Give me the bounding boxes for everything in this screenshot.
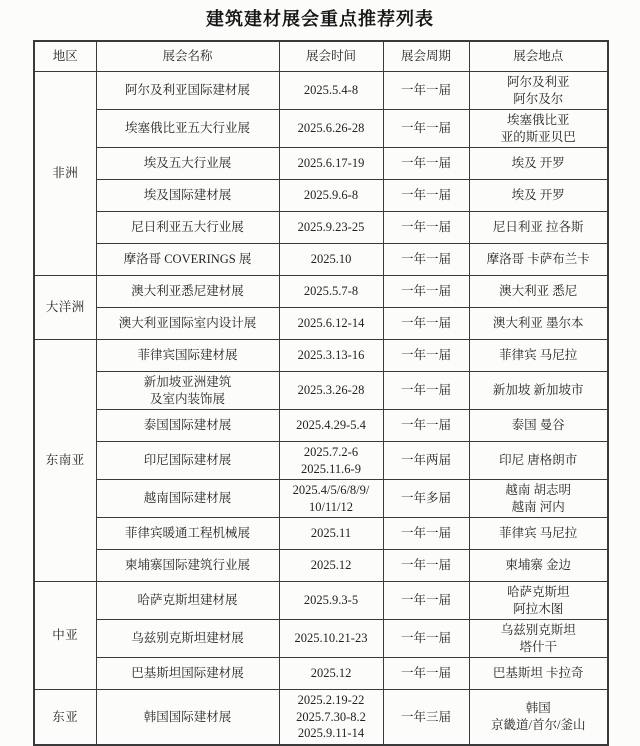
exhibition-cycle-cell: 一年一届 <box>383 276 469 308</box>
exhibition-name-cell: 阿尔及利亚国际建材展 <box>96 72 279 110</box>
exhibition-location-cell: 菲律宾 马尼拉 <box>469 340 608 372</box>
table-row <box>34 372 608 410</box>
exhibition-cycle-cell: 一年一届 <box>383 340 469 372</box>
exhibition-location-cell: 阿尔及利亚 阿尔及尔 <box>469 72 608 110</box>
exhibition-location-cell: 澳大利亚 悉尼 <box>469 276 608 308</box>
exhibition-location-cell: 澳大利亚 墨尔本 <box>469 308 608 340</box>
exhibition-cycle-cell: 一年一届 <box>383 110 469 148</box>
exhibition-table-body <box>34 72 608 745</box>
exhibition-time-cell: 2025.4.29-5.4 <box>279 410 383 442</box>
region-cell: 非洲 <box>34 72 96 276</box>
exhibition-time-cell: 2025.5.7-8 <box>279 276 383 308</box>
exhibition-time-cell: 2025.11 <box>279 518 383 550</box>
exhibition-name-cell: 巴基斯坦国际建材展 <box>96 658 279 690</box>
exhibition-time-cell: 2025.9.3-5 <box>279 582 383 620</box>
exhibition-cycle-cell: 一年一届 <box>383 180 469 212</box>
exhibition-name-cell: 新加坡亚洲建筑 及室内装饰展 <box>96 372 279 410</box>
table-row <box>34 582 608 620</box>
exhibition-cycle-cell: 一年一届 <box>383 582 469 620</box>
table-row <box>34 212 608 244</box>
exhibition-cycle-cell: 一年一届 <box>383 72 469 110</box>
table-row <box>34 110 608 148</box>
header-exhibition-location: 展会地点 <box>469 41 608 72</box>
table-row <box>34 340 608 372</box>
exhibition-location-cell: 埃及 开罗 <box>469 148 608 180</box>
exhibition-name-cell: 韩国国际建材展 <box>96 690 279 745</box>
exhibition-name-cell: 摩洛哥 COVERINGS 展 <box>96 244 279 276</box>
exhibition-name-cell: 菲律宾国际建材展 <box>96 340 279 372</box>
header-exhibition-name: 展会名称 <box>96 41 279 72</box>
exhibition-name-cell: 柬埔寨国际建筑行业展 <box>96 550 279 582</box>
exhibition-location-cell: 柬埔寨 金边 <box>469 550 608 582</box>
exhibition-cycle-cell: 一年一届 <box>383 372 469 410</box>
exhibition-name-cell: 菲律宾暖通工程机械展 <box>96 518 279 550</box>
table-row <box>34 620 608 658</box>
table-row <box>34 550 608 582</box>
exhibition-name-cell: 哈萨克斯坦建材展 <box>96 582 279 620</box>
header-region: 地区 <box>34 41 96 72</box>
exhibition-time-cell: 2025.2.19-22 2025.7.30-8.2 2025.9.11-14 <box>279 690 383 745</box>
exhibition-cycle-cell: 一年一届 <box>383 212 469 244</box>
table-header-row <box>34 41 608 72</box>
table-row <box>34 480 608 518</box>
exhibition-cycle-cell: 一年一届 <box>383 148 469 180</box>
exhibition-name-cell: 乌兹别克斯坦建材展 <box>96 620 279 658</box>
table-row <box>34 442 608 480</box>
exhibition-location-cell: 巴基斯坦 卡拉奇 <box>469 658 608 690</box>
exhibition-location-cell: 韩国 京畿道/首尔/釜山 <box>469 690 608 745</box>
exhibition-location-cell: 摩洛哥 卡萨布兰卡 <box>469 244 608 276</box>
exhibition-time-cell: 2025.7.2-6 2025.11.6-9 <box>279 442 383 480</box>
exhibition-name-cell: 越南国际建材展 <box>96 480 279 518</box>
exhibition-location-cell: 新加坡 新加坡市 <box>469 372 608 410</box>
region-cell: 东亚 <box>34 690 96 745</box>
header-exhibition-time: 展会时间 <box>279 41 383 72</box>
exhibition-name-cell: 埃塞俄比亚五大行业展 <box>96 110 279 148</box>
table-row <box>34 410 608 442</box>
exhibition-cycle-cell: 一年一届 <box>383 620 469 658</box>
exhibition-time-cell: 2025.9.23-25 <box>279 212 383 244</box>
exhibition-cycle-cell: 一年一届 <box>383 658 469 690</box>
header-exhibition-cycle: 展会周期 <box>383 41 469 72</box>
exhibition-location-cell: 泰国 曼谷 <box>469 410 608 442</box>
exhibition-time-cell: 2025.6.17-19 <box>279 148 383 180</box>
exhibition-location-cell: 菲律宾 马尼拉 <box>469 518 608 550</box>
exhibition-location-cell: 印尼 唐格朗市 <box>469 442 608 480</box>
table-row <box>34 148 608 180</box>
exhibition-location-cell: 埃塞俄比亚 亚的斯亚贝巴 <box>469 110 608 148</box>
exhibition-location-cell: 埃及 开罗 <box>469 180 608 212</box>
exhibition-cycle-cell: 一年多届 <box>383 480 469 518</box>
exhibition-name-cell: 尼日利亚五大行业展 <box>96 212 279 244</box>
exhibition-time-cell: 2025.12 <box>279 658 383 690</box>
exhibition-time-cell: 2025.6.26-28 <box>279 110 383 148</box>
exhibition-time-cell: 2025.5.4-8 <box>279 72 383 110</box>
table-row <box>34 244 608 276</box>
region-cell: 中亚 <box>34 582 96 690</box>
table-row <box>34 72 608 110</box>
exhibition-cycle-cell: 一年一届 <box>383 550 469 582</box>
exhibition-location-cell: 越南 胡志明 越南 河内 <box>469 480 608 518</box>
exhibition-cycle-cell: 一年一届 <box>383 410 469 442</box>
exhibition-location-cell: 乌兹别克斯坦 塔什干 <box>469 620 608 658</box>
table-row <box>34 308 608 340</box>
exhibition-cycle-cell: 一年一届 <box>383 308 469 340</box>
exhibition-name-cell: 澳大利亚悉尼建材展 <box>96 276 279 308</box>
table-row <box>34 276 608 308</box>
exhibition-time-cell: 2025.12 <box>279 550 383 582</box>
exhibition-time-cell: 2025.10.21-23 <box>279 620 383 658</box>
exhibition-cycle-cell: 一年一届 <box>383 518 469 550</box>
region-cell: 东南亚 <box>34 340 96 582</box>
exhibition-location-cell: 尼日利亚 拉各斯 <box>469 212 608 244</box>
exhibition-time-cell: 2025.9.6-8 <box>279 180 383 212</box>
exhibition-time-cell: 2025.3.13-16 <box>279 340 383 372</box>
exhibition-name-cell: 泰国国际建材展 <box>96 410 279 442</box>
exhibition-time-cell: 2025.10 <box>279 244 383 276</box>
page-title: 建筑建材展会重点推荐列表 <box>206 9 434 29</box>
exhibition-location-cell: 哈萨克斯坦 阿拉木图 <box>469 582 608 620</box>
exhibition-name-cell: 埃及五大行业展 <box>96 148 279 180</box>
table-row <box>34 658 608 690</box>
exhibition-time-cell: 2025.3.26-28 <box>279 372 383 410</box>
region-cell: 大洋洲 <box>34 276 96 340</box>
exhibition-name-cell: 印尼国际建材展 <box>96 442 279 480</box>
table-row <box>34 690 608 745</box>
exhibition-name-cell: 埃及国际建材展 <box>96 180 279 212</box>
exhibition-name-cell: 澳大利亚国际室内设计展 <box>96 308 279 340</box>
exhibition-cycle-cell: 一年三届 <box>383 690 469 745</box>
table-row <box>34 518 608 550</box>
exhibition-table <box>33 40 609 746</box>
exhibition-cycle-cell: 一年一届 <box>383 244 469 276</box>
exhibition-time-cell: 2025.4/5/6/8/9/ 10/11/12 <box>279 480 383 518</box>
table-row <box>34 180 608 212</box>
exhibition-time-cell: 2025.6.12-14 <box>279 308 383 340</box>
exhibition-cycle-cell: 一年两届 <box>383 442 469 480</box>
